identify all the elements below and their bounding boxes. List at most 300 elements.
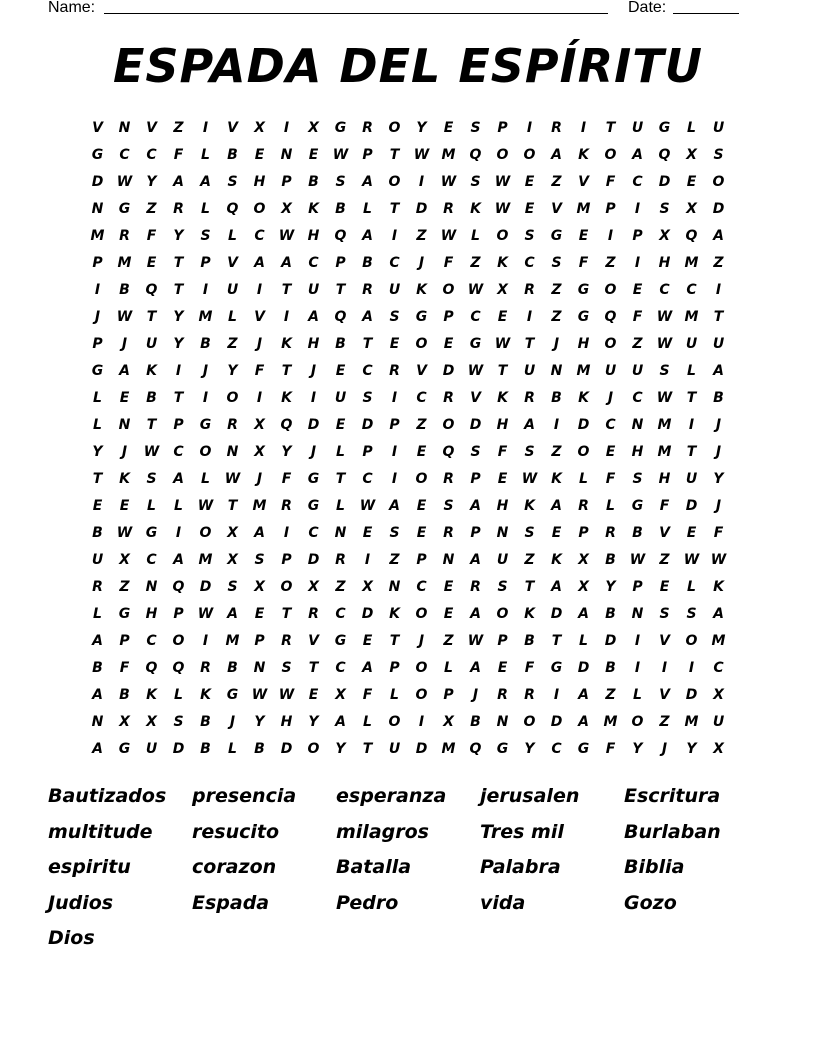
grid-letter: I — [283, 119, 290, 136]
grid-letter: E — [524, 200, 535, 217]
grid-letter: I — [688, 659, 695, 676]
grid-letter: R — [443, 524, 454, 541]
grid-letter: W — [467, 632, 484, 649]
grid-letter: D — [199, 578, 212, 595]
grid-letter: U — [685, 335, 698, 352]
word-bank-item: Pedro — [336, 891, 399, 914]
grid-letter: B — [632, 524, 643, 541]
grid-letter: N — [118, 119, 131, 136]
grid-letter: V — [659, 686, 670, 703]
grid-letter: L — [174, 686, 183, 703]
grid-letter: J — [715, 443, 722, 460]
grid-letter: U — [604, 362, 617, 379]
grid-letter: D — [577, 659, 590, 676]
grid-letter: T — [173, 389, 184, 406]
grid-letter: F — [281, 470, 292, 487]
grid-letter: G — [226, 686, 239, 703]
grid-letter: T — [524, 335, 535, 352]
grid-letter: P — [578, 524, 589, 541]
grid-letter: A — [470, 497, 481, 514]
grid-letter: D — [604, 632, 617, 649]
grid-letter: U — [685, 470, 698, 487]
grid-letter: G — [577, 740, 590, 757]
grid-letter: O — [604, 281, 617, 298]
grid-letter: F — [605, 470, 616, 487]
grid-letter: U — [712, 119, 725, 136]
grid-letter: L — [336, 497, 345, 514]
grid-letter: D — [361, 605, 374, 622]
grid-letter: R — [362, 119, 373, 136]
grid-letter: I — [418, 713, 425, 730]
grid-letter: P — [119, 632, 130, 649]
grid-letter: E — [146, 254, 157, 271]
grid-letter: Y — [524, 740, 535, 757]
grid-letter: E — [686, 173, 697, 190]
grid-letter: Q — [334, 227, 347, 244]
grid-letter: D — [685, 686, 698, 703]
grid-letter: I — [634, 632, 641, 649]
grid-letter: P — [470, 524, 481, 541]
grid-letter: W — [467, 362, 484, 379]
grid-letter: X — [686, 146, 697, 163]
grid-letter: M — [198, 551, 213, 568]
grid-letter: O — [442, 281, 455, 298]
grid-letter: S — [524, 524, 535, 541]
grid-letter: P — [443, 308, 454, 325]
grid-letter: M — [576, 362, 591, 379]
word-bank-item: espiritu — [48, 856, 131, 878]
grid-letter: E — [497, 308, 508, 325]
grid-letter: V — [227, 119, 238, 136]
grid-letter: S — [497, 578, 508, 595]
grid-letter: O — [388, 713, 401, 730]
grid-letter: A — [362, 659, 373, 676]
grid-letter: G — [118, 200, 131, 217]
grid-letter: S — [389, 524, 400, 541]
grid-letter: C — [389, 254, 400, 271]
grid-letter: I — [94, 281, 101, 298]
grid-letter: T — [389, 632, 400, 649]
grid-letter: C — [173, 443, 184, 460]
grid-letter: T — [713, 308, 724, 325]
grid-letter: M — [576, 200, 591, 217]
grid-letter: Y — [281, 443, 292, 460]
grid-letter: Y — [227, 362, 238, 379]
grid-letter: W — [629, 551, 646, 568]
grid-letter: E — [605, 443, 616, 460]
grid-letter: O — [685, 632, 698, 649]
grid-letter: P — [389, 416, 400, 433]
grid-letter: V — [578, 173, 589, 190]
grid-letter: U — [145, 740, 158, 757]
grid-letter: A — [632, 146, 643, 163]
grid-letter: I — [283, 308, 290, 325]
grid-letter: S — [659, 200, 670, 217]
grid-letter: I — [175, 362, 182, 379]
grid-letter: C — [335, 659, 346, 676]
grid-letter: Z — [335, 578, 346, 595]
grid-letter: R — [497, 686, 508, 703]
grid-letter: A — [173, 551, 184, 568]
grid-letter: E — [416, 524, 427, 541]
grid-letter: U — [334, 389, 347, 406]
grid-letter: X — [281, 200, 292, 217]
grid-letter: A — [713, 362, 724, 379]
grid-letter: S — [524, 443, 535, 460]
grid-letter: K — [146, 686, 157, 703]
grid-letter: I — [553, 686, 560, 703]
grid-letter: Z — [551, 443, 562, 460]
grid-letter: A — [227, 605, 238, 622]
grid-letter: J — [202, 362, 209, 379]
grid-letter: R — [281, 497, 292, 514]
grid-letter: R — [173, 200, 184, 217]
grid-letter: C — [713, 659, 724, 676]
grid-letter: B — [119, 686, 130, 703]
grid-letter: O — [604, 335, 617, 352]
grid-letter: E — [308, 146, 319, 163]
grid-letter: M — [117, 254, 132, 271]
grid-letter: D — [658, 173, 671, 190]
grid-letter: I — [202, 389, 209, 406]
grid-letter: Q — [658, 146, 671, 163]
grid-letter: K — [416, 281, 427, 298]
grid-letter: O — [226, 389, 239, 406]
grid-letter: O — [280, 578, 293, 595]
grid-letter: T — [389, 146, 400, 163]
grid-letter: W — [494, 335, 511, 352]
grid-letter: I — [715, 281, 722, 298]
grid-letter: G — [496, 740, 509, 757]
grid-letter: H — [658, 470, 671, 487]
grid-letter: I — [580, 119, 587, 136]
grid-letter: Y — [173, 335, 184, 352]
grid-letter: X — [227, 551, 238, 568]
word-bank-item: vida — [480, 891, 526, 914]
grid-letter: D — [415, 740, 428, 757]
grid-letter: O — [712, 173, 725, 190]
grid-letter: A — [308, 308, 319, 325]
grid-letter: P — [362, 146, 373, 163]
grid-letter: X — [308, 578, 319, 595]
grid-letter: I — [526, 119, 533, 136]
grid-letter: I — [283, 524, 290, 541]
grid-letter: Z — [632, 335, 643, 352]
grid-letter: M — [684, 254, 699, 271]
grid-letter: S — [524, 227, 535, 244]
word-bank-item: Palabra — [480, 856, 561, 878]
grid-letter: Q — [172, 578, 185, 595]
grid-letter: S — [281, 659, 292, 676]
grid-letter: A — [524, 416, 535, 433]
grid-letter: X — [443, 713, 454, 730]
grid-letter: E — [335, 362, 346, 379]
grid-letter: F — [119, 659, 130, 676]
grid-letter: L — [390, 686, 399, 703]
word-bank-item: resucito — [192, 820, 280, 843]
grid-letter: P — [632, 227, 643, 244]
grid-letter: A — [578, 605, 589, 622]
word-bank-item: presencia — [192, 785, 297, 807]
grid-letter: W — [467, 281, 484, 298]
grid-letter: G — [307, 497, 320, 514]
grid-letter: T — [173, 254, 184, 271]
grid-letter: S — [146, 470, 157, 487]
grid-letter: R — [524, 389, 535, 406]
grid-letter: R — [443, 470, 454, 487]
grid-letter: B — [146, 389, 157, 406]
grid-letter: H — [577, 335, 590, 352]
grid-letter: I — [688, 416, 695, 433]
grid-letter: W — [440, 227, 457, 244]
grid-letter: C — [146, 551, 157, 568]
grid-letter: O — [496, 146, 509, 163]
grid-letter: T — [281, 362, 292, 379]
grid-letter: C — [146, 146, 157, 163]
grid-letter: A — [92, 632, 103, 649]
grid-letter: V — [92, 119, 103, 136]
grid-letter: U — [91, 551, 104, 568]
word-bank-item: corazon — [192, 856, 277, 878]
grid-letter: J — [715, 497, 722, 514]
grid-letter: F — [605, 740, 616, 757]
grid-letter: I — [634, 659, 641, 676]
grid-letter: U — [712, 335, 725, 352]
grid-letter: Y — [173, 227, 184, 244]
grid-letter: U — [712, 713, 725, 730]
grid-letter: A — [470, 551, 481, 568]
grid-letter: J — [229, 713, 236, 730]
grid-letter: G — [577, 281, 590, 298]
grid-letter: L — [93, 605, 102, 622]
grid-letter: T — [686, 443, 697, 460]
grid-letter: I — [391, 470, 398, 487]
grid-letter: D — [712, 200, 725, 217]
grid-letter: N — [496, 524, 509, 541]
grid-letter: K — [524, 497, 535, 514]
grid-letter: D — [307, 551, 320, 568]
grid-letter: N — [334, 524, 347, 541]
grid-letter: J — [94, 308, 101, 325]
grid-letter: D — [442, 362, 455, 379]
grid-letter: B — [227, 659, 238, 676]
grid-letter: P — [281, 173, 292, 190]
grid-letter: E — [578, 227, 589, 244]
grid-letter: Z — [443, 632, 454, 649]
grid-letter: Z — [416, 227, 427, 244]
grid-letter: A — [551, 146, 562, 163]
grid-letter: F — [524, 659, 535, 676]
grid-letter: S — [443, 497, 454, 514]
word-bank-item: Tres mil — [480, 820, 564, 843]
grid-letter: A — [200, 173, 211, 190]
grid-letter: C — [119, 146, 130, 163]
word-bank-item: Biblia — [624, 856, 685, 878]
grid-letter: W — [656, 308, 673, 325]
grid-letter: G — [307, 470, 320, 487]
grid-letter: L — [228, 308, 237, 325]
grid-letter: S — [632, 470, 643, 487]
grid-letter: W — [224, 470, 241, 487]
grid-letter: S — [659, 362, 670, 379]
grid-letter: G — [199, 416, 212, 433]
grid-letter: Q — [469, 146, 482, 163]
grid-letter: M — [441, 146, 456, 163]
grid-letter: W — [494, 200, 511, 217]
grid-letter: R — [443, 200, 454, 217]
grid-letter: P — [389, 659, 400, 676]
grid-letter: B — [605, 551, 616, 568]
grid-letter: B — [227, 146, 238, 163]
grid-letter: K — [308, 200, 319, 217]
grid-letter: X — [308, 119, 319, 136]
grid-letter: T — [146, 416, 157, 433]
grid-letter: I — [661, 659, 668, 676]
grid-letter: F — [443, 254, 454, 271]
grid-letter: C — [524, 254, 535, 271]
grid-letter: L — [687, 119, 696, 136]
grid-letter: B — [335, 200, 346, 217]
grid-letter: C — [308, 524, 319, 541]
grid-letter: G — [118, 740, 131, 757]
grid-letter: H — [496, 497, 509, 514]
grid-letter: C — [551, 740, 562, 757]
grid-letter: R — [308, 605, 319, 622]
grid-letter: E — [443, 578, 454, 595]
grid-letter: Q — [145, 281, 158, 298]
grid-letter: L — [228, 227, 237, 244]
grid-letter: S — [335, 173, 346, 190]
grid-letter: E — [497, 659, 508, 676]
grid-letter: E — [254, 605, 265, 622]
grid-letter: O — [442, 416, 455, 433]
grid-letter: X — [713, 686, 724, 703]
grid-letter: P — [470, 470, 481, 487]
grid-letter: B — [92, 524, 103, 541]
grid-letter: E — [659, 578, 670, 595]
grid-letter: S — [254, 551, 265, 568]
grid-letter: Q — [442, 443, 455, 460]
grid-letter: I — [310, 389, 317, 406]
word-bank-item: Burlaban — [624, 820, 721, 843]
word-bank — [48, 782, 768, 960]
grid-letter: V — [416, 362, 427, 379]
grid-letter: E — [443, 335, 454, 352]
grid-letter: B — [524, 632, 535, 649]
grid-letter: X — [335, 686, 346, 703]
grid-letter: Y — [335, 740, 346, 757]
grid-letter: Z — [146, 200, 157, 217]
grid-letter: J — [553, 335, 560, 352]
grid-letter: T — [308, 659, 319, 676]
date-blank-line — [673, 13, 739, 14]
grid-letter: E — [551, 524, 562, 541]
grid-letter: W — [197, 605, 214, 622]
grid-letter: P — [605, 200, 616, 217]
letter-grid — [84, 114, 732, 762]
grid-letter: W — [359, 497, 376, 514]
grid-letter: H — [307, 335, 320, 352]
grid-letter: Z — [227, 335, 238, 352]
grid-letter: H — [496, 416, 509, 433]
grid-letter: W — [251, 686, 268, 703]
grid-letter: T — [362, 335, 373, 352]
grid-letter: R — [605, 524, 616, 541]
grid-letter: S — [470, 173, 481, 190]
grid-letter: C — [254, 227, 265, 244]
word-bank-item: milagros — [336, 820, 429, 843]
grid-letter: E — [308, 686, 319, 703]
grid-letter: Y — [308, 713, 319, 730]
grid-letter: C — [632, 389, 643, 406]
grid-letter: O — [415, 335, 428, 352]
word-bank-item: Bautizados — [48, 785, 167, 807]
grid-letter: L — [471, 227, 480, 244]
grid-letter: D — [550, 713, 563, 730]
grid-letter: D — [415, 200, 428, 217]
grid-letter: K — [713, 578, 724, 595]
grid-letter: D — [550, 605, 563, 622]
grid-letter: R — [551, 119, 562, 136]
grid-letter: E — [443, 605, 454, 622]
grid-letter: I — [175, 524, 182, 541]
grid-letter: I — [553, 416, 560, 433]
grid-letter: I — [526, 308, 533, 325]
grid-letter: P — [632, 578, 643, 595]
grid-letter: T — [281, 605, 292, 622]
grid-letter: Z — [173, 119, 184, 136]
grid-letter: K — [497, 254, 508, 271]
grid-letter: B — [254, 740, 265, 757]
grid-letter: N — [226, 443, 239, 460]
grid-letter: R — [119, 227, 130, 244]
grid-letter: U — [631, 362, 644, 379]
grid-letter: J — [418, 254, 425, 271]
grid-letter: N — [91, 713, 104, 730]
grid-letter: A — [254, 254, 265, 271]
grid-letter: S — [470, 119, 481, 136]
grid-letter: F — [659, 497, 670, 514]
grid-letter: M — [90, 227, 105, 244]
grid-letter: E — [254, 146, 265, 163]
grid-letter: M — [252, 497, 267, 514]
grid-letter: P — [92, 254, 103, 271]
grid-letter: H — [631, 443, 644, 460]
grid-letter: N — [388, 578, 401, 595]
grid-letter: Y — [254, 713, 265, 730]
grid-letter: T — [605, 119, 616, 136]
grid-letter: S — [200, 227, 211, 244]
grid-letter: Z — [470, 254, 481, 271]
grid-letter: O — [172, 632, 185, 649]
grid-letter: Q — [172, 659, 185, 676]
grid-letter: A — [470, 605, 481, 622]
grid-letter: A — [578, 686, 589, 703]
grid-letter: A — [119, 362, 130, 379]
grid-letter: P — [443, 686, 454, 703]
grid-letter: K — [497, 389, 508, 406]
grid-letter: X — [362, 578, 373, 595]
grid-letter: E — [416, 443, 427, 460]
grid-letter: A — [362, 227, 373, 244]
grid-letter: L — [201, 146, 210, 163]
grid-letter: U — [631, 119, 644, 136]
date-label: Date: — [628, 0, 667, 16]
grid-letter: Q — [469, 740, 482, 757]
grid-letter: Y — [713, 470, 724, 487]
grid-letter: L — [606, 497, 615, 514]
grid-letter: A — [92, 686, 103, 703]
